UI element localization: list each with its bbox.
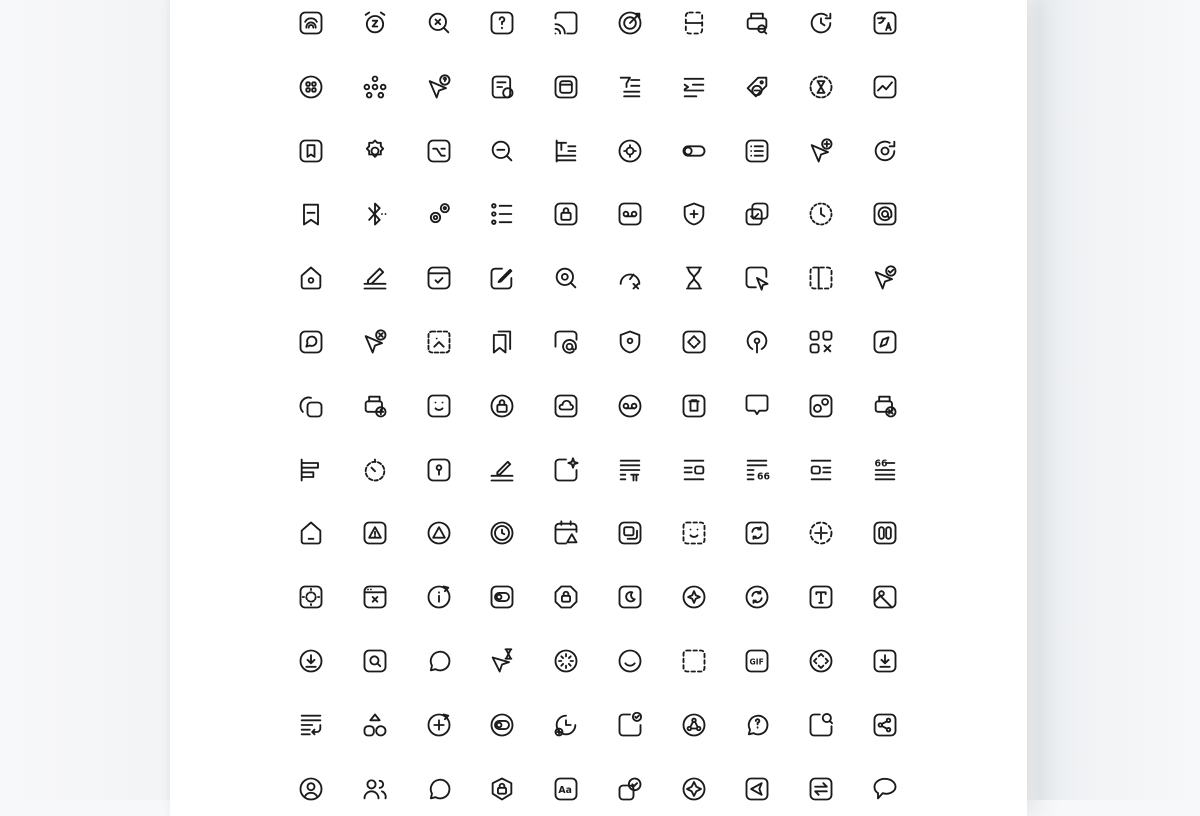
shield-add-icon xyxy=(673,193,715,235)
at-sign-icon-glyph xyxy=(552,328,580,356)
list-square-icon-glyph xyxy=(743,137,771,165)
camera-rotate-icon xyxy=(864,130,906,172)
clock-add-icon-glyph xyxy=(552,711,580,739)
brightness-dashed-icon-glyph xyxy=(297,583,325,611)
alarm-snooze-icon-glyph xyxy=(361,9,389,37)
toggle-square-icon-glyph xyxy=(488,711,516,739)
crosshair-dashed-icon xyxy=(800,512,842,554)
signature-lines-icon-glyph xyxy=(361,264,389,292)
settings-square-icon-glyph xyxy=(807,392,835,420)
bookmark-remove-icon-glyph xyxy=(297,200,325,228)
signature-lines-icon xyxy=(354,257,396,299)
copy-check-icon xyxy=(736,193,778,235)
lock-badge-icon xyxy=(481,768,523,810)
filter-list-icon-glyph xyxy=(616,73,644,101)
focus-square-icon xyxy=(673,321,715,363)
cursor-help-icon-glyph xyxy=(425,73,453,101)
monitor-chat-icon xyxy=(736,385,778,427)
cursor-check-icon-glyph xyxy=(871,264,899,292)
signature-pen-icon-glyph xyxy=(488,456,516,484)
podcast-icon xyxy=(736,321,778,363)
fingerprint-icon-glyph xyxy=(297,9,325,37)
tag-remove-icon xyxy=(736,66,778,108)
hourglass-circle-icon-glyph xyxy=(807,73,835,101)
search-close-icon xyxy=(418,2,460,44)
nodes-icon xyxy=(354,66,396,108)
user-circle-icon xyxy=(290,768,332,810)
lock-badge-icon-glyph xyxy=(488,775,516,803)
translate-icon xyxy=(864,2,906,44)
refresh-square-icon xyxy=(736,512,778,554)
document-help-icon xyxy=(481,66,523,108)
svg-text:66: 66 xyxy=(757,470,771,482)
toggle-circle-icon-glyph xyxy=(488,583,516,611)
text-box-icon-glyph xyxy=(807,583,835,611)
at-square-icon xyxy=(864,193,906,235)
printer-add-icon-glyph xyxy=(361,392,389,420)
icon-grid xyxy=(290,0,910,802)
info-flag-icon-glyph xyxy=(425,583,453,611)
voicemail-circle-icon xyxy=(609,385,651,427)
warning-circle-icon-glyph xyxy=(425,519,453,547)
page-split-icon-glyph xyxy=(680,9,708,37)
chat-bubble-icon xyxy=(418,640,460,682)
at-sign-icon xyxy=(545,321,587,363)
hourglass-circle-icon xyxy=(800,66,842,108)
download-circle-icon-glyph xyxy=(297,647,325,675)
voicemail-square-icon-glyph xyxy=(616,200,644,228)
text-quote-icon xyxy=(736,449,778,491)
toggle-square-icon xyxy=(481,704,523,746)
sidebar-dashed-icon xyxy=(800,257,842,299)
shapes-icon-glyph xyxy=(361,711,389,739)
clock-dashed-icon-glyph xyxy=(807,200,835,228)
zoom-settings-icon-glyph xyxy=(552,264,580,292)
cloud-square-icon-glyph xyxy=(552,392,580,420)
clock-circle-icon-glyph xyxy=(488,519,516,547)
home-circle-icon xyxy=(290,257,332,299)
apps-remove-icon-glyph xyxy=(807,328,835,356)
clock-rotate-icon xyxy=(800,2,842,44)
add-flag-icon xyxy=(418,704,460,746)
grid-circle-icon-glyph xyxy=(297,73,325,101)
cursor-check-icon xyxy=(864,257,906,299)
bluetooth-dots-icon xyxy=(354,193,396,235)
apps-remove-icon xyxy=(800,321,842,363)
chat-help-icon xyxy=(736,704,778,746)
text-document-icon-glyph xyxy=(552,137,580,165)
page-split-icon xyxy=(673,2,715,44)
camera-rotate-icon-glyph xyxy=(871,137,899,165)
checkbox-page-icon-glyph xyxy=(425,264,453,292)
search-square-corner-icon xyxy=(800,704,842,746)
gif-square-icon-glyph xyxy=(743,647,771,675)
text-wrap-icon xyxy=(290,704,332,746)
bluetooth-dots-icon-glyph xyxy=(361,200,389,228)
home-line-icon-glyph xyxy=(297,519,325,547)
lock-circle-icon-glyph xyxy=(488,392,516,420)
numbered-list-icon xyxy=(481,193,523,235)
font-square-icon-glyph xyxy=(552,775,580,803)
text-image-right-icon-glyph xyxy=(680,456,708,484)
lock-circle-icon xyxy=(481,385,523,427)
share-circle-icon xyxy=(673,704,715,746)
copy-check-icon-glyph xyxy=(743,200,771,228)
send-square-icon xyxy=(736,768,778,810)
refresh-circle-icon xyxy=(736,576,778,618)
search-square-corner-icon-glyph xyxy=(807,711,835,739)
settings-square-icon xyxy=(800,385,842,427)
calendar-square-icon xyxy=(545,66,587,108)
cursor-hourglass-icon xyxy=(481,640,523,682)
alarm-snooze-icon xyxy=(354,2,396,44)
info-flag-icon xyxy=(418,576,460,618)
warning-circle-icon xyxy=(418,512,460,554)
compass-sparkle-icon-glyph xyxy=(680,583,708,611)
bookmark-square-icon xyxy=(290,130,332,172)
user-circle-icon-glyph xyxy=(297,775,325,803)
settings-gear-icon-glyph xyxy=(361,137,389,165)
share-square-icon-glyph xyxy=(871,711,899,739)
shapes-overlap-icon-glyph xyxy=(297,392,325,420)
cast-icon-glyph xyxy=(552,9,580,37)
nodes-icon-glyph xyxy=(361,73,389,101)
warning-square-icon xyxy=(354,512,396,554)
edit-square-icon xyxy=(481,257,523,299)
font-square-icon xyxy=(545,768,587,810)
calendar-warning-icon-glyph xyxy=(552,519,580,547)
gallery-dashed-icon xyxy=(418,321,460,363)
podcast-icon-glyph xyxy=(743,328,771,356)
brightness-dashed-icon xyxy=(290,576,332,618)
compass-square-icon-glyph xyxy=(871,328,899,356)
download-circle-icon xyxy=(290,640,332,682)
cursor-close-icon-glyph xyxy=(361,328,389,356)
copy-check-circle-icon xyxy=(609,768,651,810)
clock-dashed-icon xyxy=(800,193,842,235)
image-square-icon-glyph xyxy=(871,583,899,611)
warning-square-icon-glyph xyxy=(361,519,389,547)
share-circle-icon-glyph xyxy=(680,711,708,739)
text-image-right-icon xyxy=(673,449,715,491)
cloud-square-icon xyxy=(545,385,587,427)
timer-dashed-icon xyxy=(354,449,396,491)
copy-check-circle-icon-glyph xyxy=(616,775,644,803)
svg-text:66: 66 xyxy=(874,458,888,470)
pictures-square-icon-glyph xyxy=(616,519,644,547)
chat-circle-icon-glyph xyxy=(425,775,453,803)
timer-dashed-icon-glyph xyxy=(361,456,389,484)
compass-circle-icon-glyph xyxy=(680,775,708,803)
option-key-icon-glyph xyxy=(425,137,453,165)
smile-circle-icon xyxy=(609,640,651,682)
sidebar-dashed-icon-glyph xyxy=(807,264,835,292)
target-arrow-icon-glyph xyxy=(616,9,644,37)
chat-help-icon-glyph xyxy=(743,711,771,739)
crosshair-dashed-icon-glyph xyxy=(807,519,835,547)
chart-square-icon xyxy=(864,66,906,108)
loading-circle-icon-glyph xyxy=(552,647,580,675)
toggle-circle-icon xyxy=(481,576,523,618)
text-box-icon xyxy=(800,576,842,618)
cursor-close-icon xyxy=(354,321,396,363)
svg-text:Aa: Aa xyxy=(558,784,572,796)
voicemail-circle-icon-glyph xyxy=(616,392,644,420)
numbered-list-icon-glyph xyxy=(488,200,516,228)
compass-circle-icon xyxy=(673,768,715,810)
settings-multiple-icon-glyph xyxy=(425,200,453,228)
gallery-dashed-icon-glyph xyxy=(425,328,453,356)
users-icon xyxy=(354,768,396,810)
at-square-icon-glyph xyxy=(871,200,899,228)
compass-square-icon xyxy=(864,321,906,363)
chat-square-icon-glyph xyxy=(297,328,325,356)
clock-rotate-icon-glyph xyxy=(807,9,835,37)
note-check-icon-glyph xyxy=(616,711,644,739)
text-paragraph-icon-glyph xyxy=(616,456,644,484)
bookmarks-icon xyxy=(481,321,523,363)
text-paragraph-icon xyxy=(609,449,651,491)
text-image-left-icon-glyph xyxy=(807,456,835,484)
printer-search-icon xyxy=(736,2,778,44)
speedometer-close-icon xyxy=(609,257,651,299)
refresh-square-icon-glyph xyxy=(743,519,771,547)
target-arrow-icon xyxy=(609,2,651,44)
cursor-add-icon xyxy=(800,130,842,172)
face-scan-icon xyxy=(673,512,715,554)
hourglass-icon-glyph xyxy=(680,264,708,292)
shield-add-icon-glyph xyxy=(680,200,708,228)
settings-multiple-icon xyxy=(418,193,460,235)
cursor-square-icon-glyph xyxy=(743,264,771,292)
pictures-square-icon xyxy=(609,512,651,554)
printer-close-icon-glyph xyxy=(871,392,899,420)
loading-circle-icon xyxy=(545,640,587,682)
send-square-icon-glyph xyxy=(743,775,771,803)
home-line-icon xyxy=(290,512,332,554)
home-circle-icon-glyph xyxy=(297,264,325,292)
quote-lines-icon-glyph xyxy=(871,456,899,484)
list-square-icon xyxy=(736,130,778,172)
columns-square-icon xyxy=(864,512,906,554)
focus-circle-icon-glyph xyxy=(807,647,835,675)
clock-circle-icon xyxy=(481,512,523,554)
window-close-icon xyxy=(354,576,396,618)
cursor-hourglass-icon-glyph xyxy=(488,647,516,675)
swap-square-icon xyxy=(800,768,842,810)
users-icon-glyph xyxy=(361,775,389,803)
text-wrap-icon-glyph xyxy=(297,711,325,739)
speedometer-close-icon-glyph xyxy=(616,264,644,292)
help-square-icon xyxy=(481,2,523,44)
add-flag-icon-glyph xyxy=(425,711,453,739)
tag-remove-icon-glyph xyxy=(743,73,771,101)
settings-gear-icon xyxy=(354,130,396,172)
cursor-square-icon xyxy=(736,257,778,299)
svg-text:GIF: GIF xyxy=(749,657,765,667)
focus-circle-icon xyxy=(800,640,842,682)
shield-icon-glyph xyxy=(616,328,644,356)
download-square-icon-glyph xyxy=(871,647,899,675)
lock-octagon-icon-glyph xyxy=(552,583,580,611)
hourglass-icon xyxy=(673,257,715,299)
share-square-icon xyxy=(864,704,906,746)
fingerprint-icon xyxy=(290,2,332,44)
search-close-icon-glyph xyxy=(425,9,453,37)
align-left-bars-icon xyxy=(290,449,332,491)
lock-square-icon xyxy=(545,193,587,235)
trash-square-icon-glyph xyxy=(680,392,708,420)
chart-square-icon-glyph xyxy=(871,73,899,101)
text-quote-icon-glyph xyxy=(743,456,771,484)
lock-octagon-icon xyxy=(545,576,587,618)
chat-lines-icon xyxy=(864,768,906,810)
moon-square-icon xyxy=(609,576,651,618)
help-square-icon-glyph xyxy=(488,9,516,37)
keyhole-square-icon xyxy=(418,449,460,491)
window-close-icon-glyph xyxy=(361,583,389,611)
sparkle-square-icon xyxy=(545,449,587,491)
cursor-add-icon-glyph xyxy=(807,137,835,165)
monitor-chat-icon-glyph xyxy=(743,392,771,420)
compass-sparkle-icon xyxy=(673,576,715,618)
search-square-icon xyxy=(354,640,396,682)
smiley-square-icon-glyph xyxy=(425,392,453,420)
face-scan-icon-glyph xyxy=(680,519,708,547)
shield-icon xyxy=(609,321,651,363)
printer-add-icon xyxy=(354,385,396,427)
filter-list-icon xyxy=(609,66,651,108)
zoom-out-icon xyxy=(481,130,523,172)
bookmark-remove-icon xyxy=(290,193,332,235)
settings-circle-icon-glyph xyxy=(616,137,644,165)
chat-lines-icon-glyph xyxy=(871,775,899,803)
moon-square-icon-glyph xyxy=(616,583,644,611)
focus-square-icon-glyph xyxy=(680,328,708,356)
shapes-overlap-icon xyxy=(290,385,332,427)
option-key-icon xyxy=(418,130,460,172)
grid-circle-icon xyxy=(290,66,332,108)
keyhole-square-icon-glyph xyxy=(425,456,453,484)
clock-add-icon xyxy=(545,704,587,746)
download-square-icon xyxy=(864,640,906,682)
cast-icon xyxy=(545,2,587,44)
printer-close-icon xyxy=(864,385,906,427)
trash-square-icon xyxy=(673,385,715,427)
refresh-circle-icon-glyph xyxy=(743,583,771,611)
chat-square-icon xyxy=(290,321,332,363)
columns-square-icon-glyph xyxy=(871,519,899,547)
swap-square-icon-glyph xyxy=(807,775,835,803)
selection-dashed-icon xyxy=(673,640,715,682)
printer-search-icon-glyph xyxy=(743,9,771,37)
text-document-icon xyxy=(545,130,587,172)
toggle-off-icon-glyph xyxy=(680,137,708,165)
align-left-bars-icon-glyph xyxy=(297,456,325,484)
text-align-arrow-icon-glyph xyxy=(680,73,708,101)
calendar-warning-icon xyxy=(545,512,587,554)
lock-square-icon-glyph xyxy=(552,200,580,228)
zoom-settings-icon xyxy=(545,257,587,299)
chat-circle-icon xyxy=(418,768,460,810)
settings-circle-icon xyxy=(609,130,651,172)
cursor-help-icon xyxy=(418,66,460,108)
checkbox-page-icon xyxy=(418,257,460,299)
gif-square-icon xyxy=(736,640,778,682)
translate-icon-glyph xyxy=(871,9,899,37)
calendar-square-icon-glyph xyxy=(552,73,580,101)
document-help-icon-glyph xyxy=(488,73,516,101)
smile-circle-icon-glyph xyxy=(616,647,644,675)
bookmarks-icon-glyph xyxy=(488,328,516,356)
chat-bubble-icon-glyph xyxy=(425,647,453,675)
note-check-icon xyxy=(609,704,651,746)
toggle-off-icon xyxy=(673,130,715,172)
text-image-left-icon xyxy=(800,449,842,491)
text-align-arrow-icon xyxy=(673,66,715,108)
smiley-square-icon xyxy=(418,385,460,427)
selection-dashed-icon-glyph xyxy=(680,647,708,675)
bookmark-square-icon-glyph xyxy=(297,137,325,165)
sparkle-square-icon-glyph xyxy=(552,456,580,484)
signature-pen-icon xyxy=(481,449,523,491)
zoom-out-icon-glyph xyxy=(488,137,516,165)
search-square-icon-glyph xyxy=(361,647,389,675)
voicemail-square-icon xyxy=(609,193,651,235)
quote-lines-icon xyxy=(864,449,906,491)
shapes-icon xyxy=(354,704,396,746)
edit-square-icon-glyph xyxy=(488,264,516,292)
image-square-icon xyxy=(864,576,906,618)
